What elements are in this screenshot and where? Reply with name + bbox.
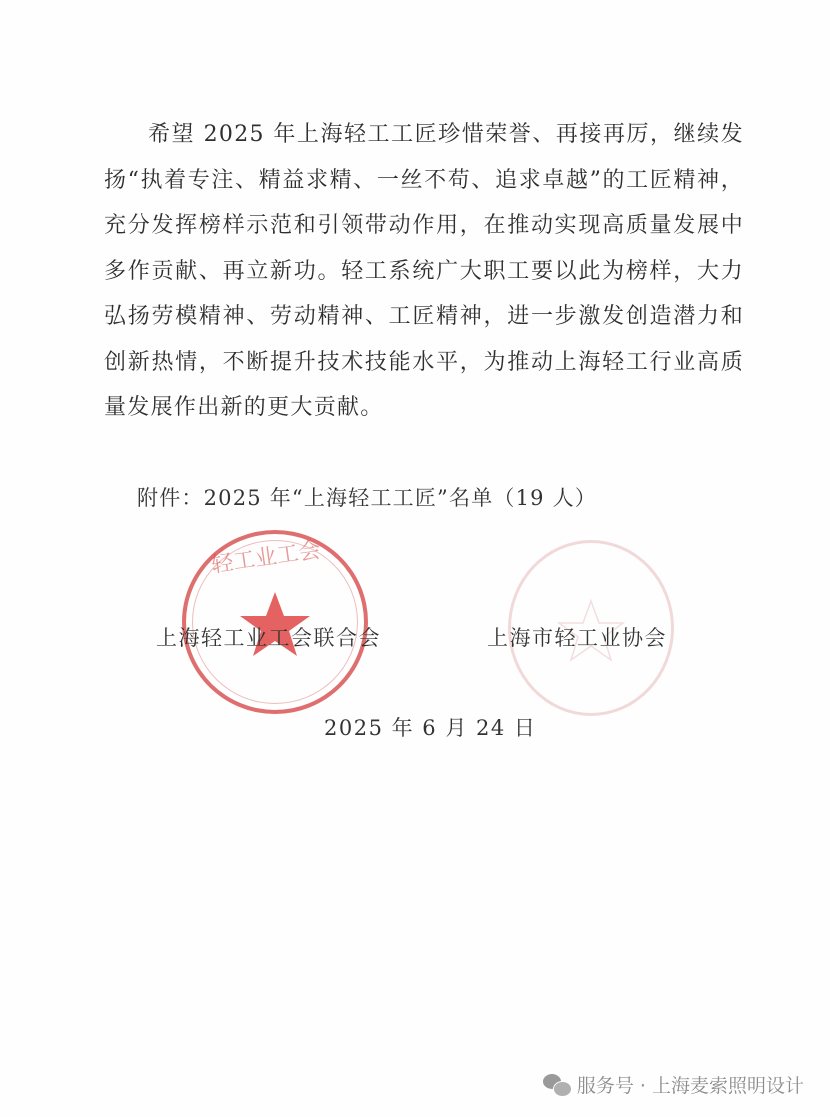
document-date: 2025 年 6 月 24 日: [324, 716, 537, 740]
body-paragraphs: [104, 112, 744, 431]
svg-text:轻工业工会: 轻工业工会: [209, 538, 323, 579]
watermark-footer: [543, 1071, 804, 1098]
signature-right: 上海市轻工业协会: [487, 626, 667, 650]
footer-label: 服务号 · 上海麦索照明设计: [576, 1075, 804, 1097]
wechat-icon: [543, 1074, 571, 1096]
signature-left: 上海轻工业工会联合会: [156, 626, 381, 650]
attachment-line: 附件：2025 年“上海轻工工匠”名单（19 人）: [137, 486, 597, 510]
paragraph: 希望 2025 年上海轻工工匠珍惜荣誉、再接再厉，继续发扬“执着专注、精益求精、一丝不苟、追求卓越”的工匠精神，充分发挥榜样示范和引领带动作用，在推动实现高质量发展中多作贡献、再立新功。轻工系统广大职工要以此为榜样，大力弘扬劳模精神、劳动精神、工匠精神，进一步激发创造潜力和创新热情，不断提升技术技能水平，为推动上海轻工行业高质量发展作出新的更大贡献。: [104, 122, 744, 420]
